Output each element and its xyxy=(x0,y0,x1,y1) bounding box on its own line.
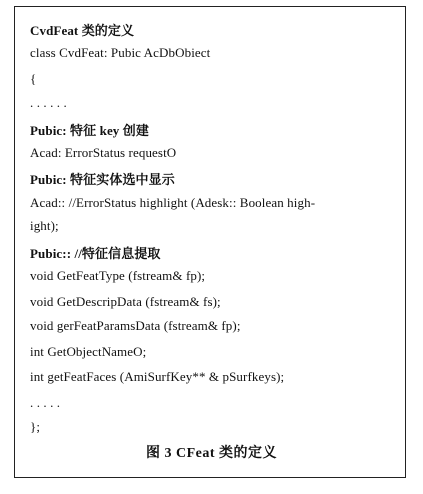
code-line-7: Pubic: 特征实体选中显示 xyxy=(30,172,175,187)
code-line-5: Pubic: 特征 key 创建 xyxy=(30,123,149,138)
code-line-10: Pubic:: //特征信息提取 xyxy=(30,246,161,261)
figure-caption: 图 3 CFeat 类的定义 xyxy=(145,446,278,461)
code-line-2: class CvdFeat: Pubic AcDbObiect xyxy=(30,45,211,60)
code-line-6: Acad: ErrorStatus requestO xyxy=(30,145,177,160)
code-line-15: int getFeatFaces (AmiSurfKey** & pSurfkeys); xyxy=(30,369,285,384)
code-line-17: }; xyxy=(30,419,41,434)
code-line-8: Acad:: //ErrorStatus highlight (Adesk:: Boolean high- xyxy=(30,195,316,210)
code-line-13: void gerFeatParamsData (fstream& fp); xyxy=(30,318,241,333)
code-line-14: int GetObjectNameO; xyxy=(30,344,147,359)
code-line-4: . . . . . . xyxy=(30,95,67,110)
code-box xyxy=(14,6,406,478)
code-line-11: void GetFeatType (fstream& fp); xyxy=(30,268,206,283)
code-line-1: CvdFeat 类的定义 xyxy=(30,23,135,38)
code-line-16: . . . . . xyxy=(30,395,61,410)
code-line-3: { xyxy=(30,71,37,86)
code-line-12: void GetDescripData (fstream& fs); xyxy=(30,294,221,309)
code-line-9: ight); xyxy=(30,218,59,233)
